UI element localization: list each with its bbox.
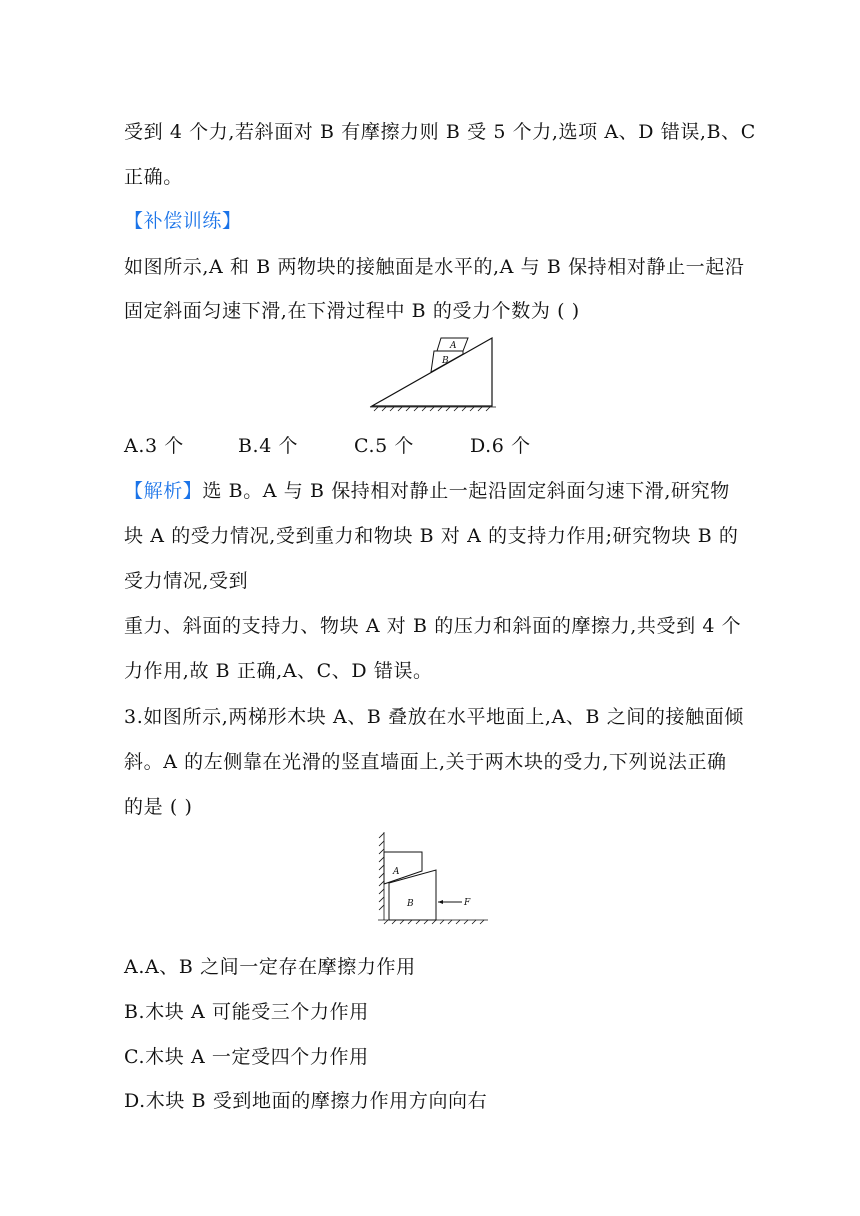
label-a: A [450, 341, 457, 351]
analysis-text: 选 B。A 与 B 保持相对静止一起沿固定斜面匀速下滑,研究物 [202, 480, 730, 502]
q3-option-c: C.木块 A 一定受四个力作用 [124, 1046, 369, 1068]
compensation-tag: 【补偿训练】 [124, 210, 242, 232]
incline-figure [366, 332, 500, 412]
label-a: A [393, 867, 400, 877]
analysis-line: 重力、斜面的支持力、物块 A 对 B 的压力和斜面的摩擦力,共受到 4 个 [124, 615, 742, 637]
analysis-tag: 【解析】 [124, 480, 203, 502]
ground-hatching [378, 920, 488, 924]
question-line: 固定斜面匀速下滑,在下滑过程中 B 的受力个数为 ( ) [124, 300, 580, 322]
analysis-line [124, 476, 730, 503]
q3-option-a: A.A、B 之间一定存在摩擦力作用 [124, 956, 416, 978]
label-b: B [407, 899, 414, 909]
option-a: A.3 个 [124, 435, 184, 457]
label-f: F [464, 898, 471, 908]
option-c: C.5 个 [354, 435, 415, 457]
force-arrow [438, 900, 462, 904]
analysis-line: 力作用,故 B 正确,A、C、D 错误。 [124, 660, 433, 682]
wall-blocks-figure [372, 828, 494, 926]
ground-hatching [370, 407, 496, 411]
question-3-line: 3.如图所示,两梯形木块 A、B 叠放在水平地面上,A、B 之间的接触面倾 [124, 706, 744, 728]
q3-option-d: D.木块 B 受到地面的摩擦力作用方向向右 [124, 1090, 488, 1112]
q3-option-b: B.木块 A 可能受三个力作用 [124, 1001, 369, 1023]
label-b: B [442, 356, 449, 366]
question-line: 如图所示,A 和 B 两物块的接触面是水平的,A 与 B 保持相对静止一起沿 [124, 256, 745, 278]
text-line: 正确。 [124, 166, 183, 188]
analysis-line: 受力情况,受到 [124, 570, 249, 592]
text-line: 受到 4 个力,若斜面对 B 有摩擦力则 B 受 5 个力,选项 A、D 错误,B、C [124, 121, 756, 143]
question-3-line: 的是 ( ) [124, 796, 193, 818]
option-b: B.4 个 [238, 435, 299, 457]
wall-hatching [379, 832, 384, 920]
analysis-line: 块 A 的受力情况,受到重力和物块 B 对 A 的支持力作用;研究物块 B 的 [124, 525, 739, 547]
question-3-line: 斜。A 的左侧靠在光滑的竖直墙面上,关于两木块的受力,下列说法正确 [124, 751, 727, 773]
option-d: D.6 个 [470, 435, 531, 457]
